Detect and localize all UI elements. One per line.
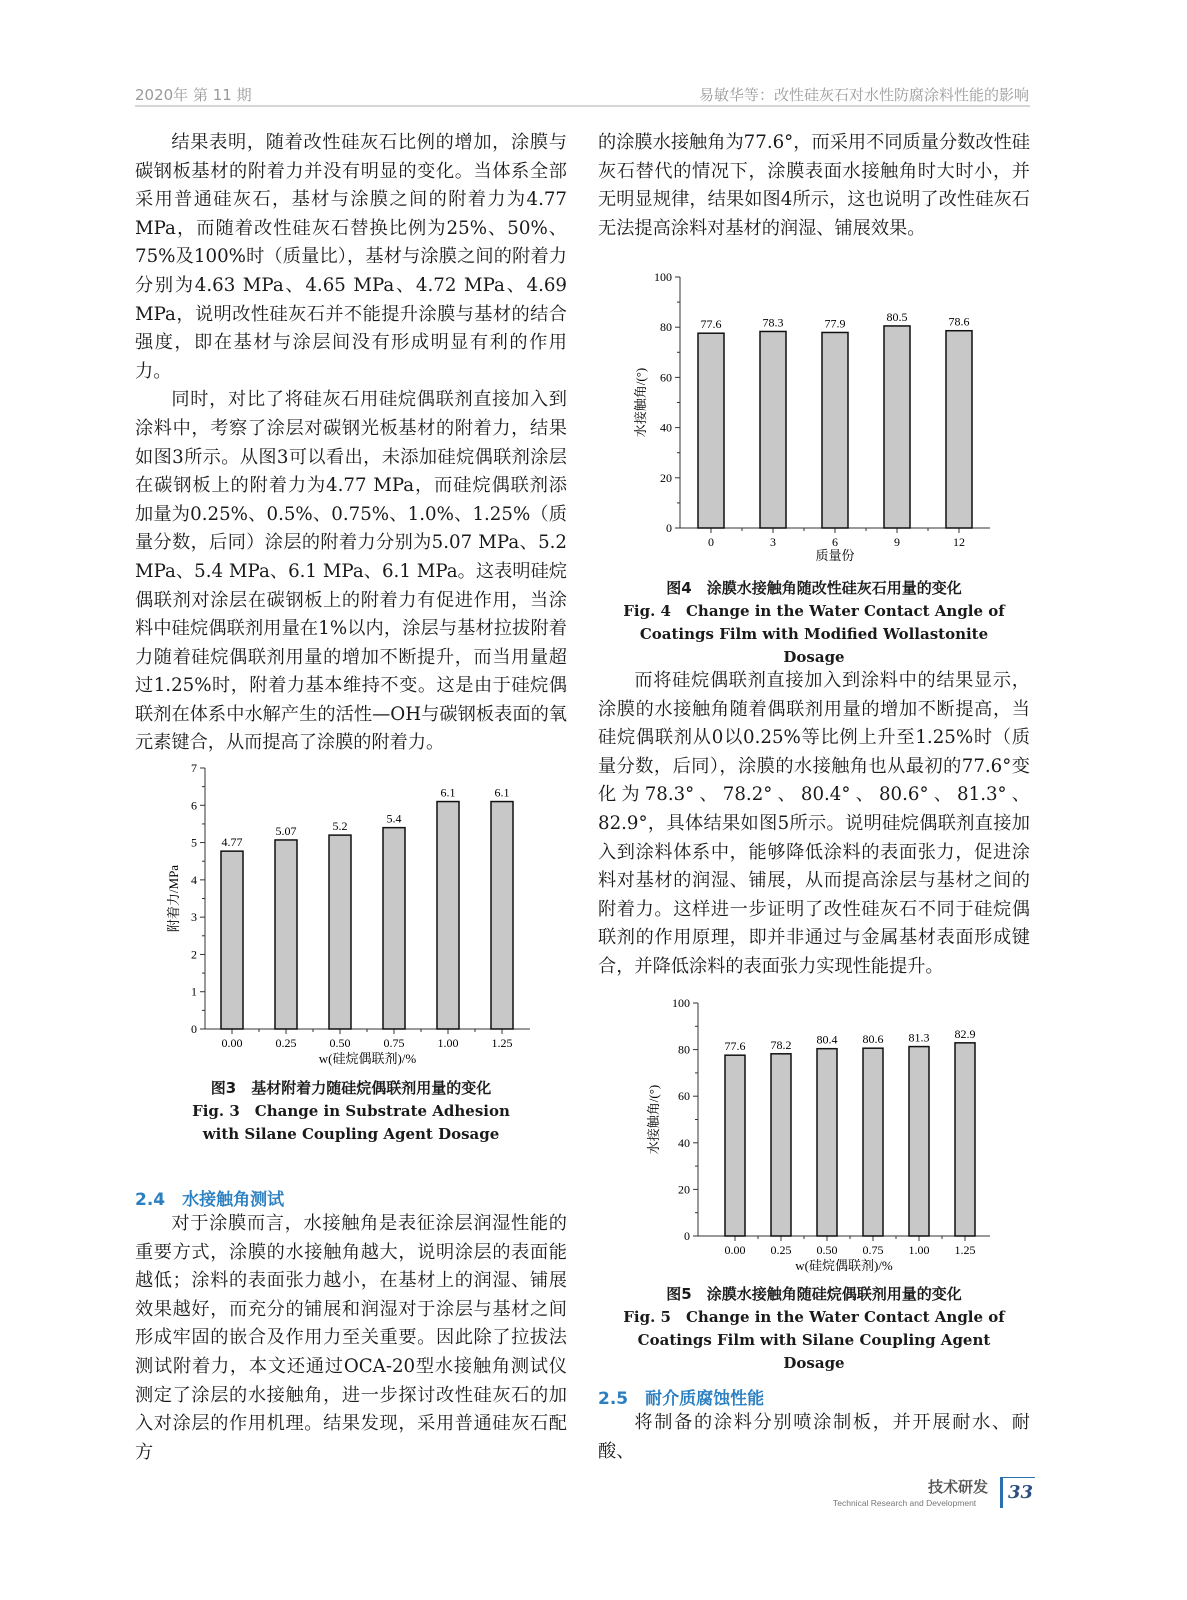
y-tick-label: 100 — [654, 270, 672, 284]
x-tick-label: 1.25 — [954, 1243, 976, 1257]
caption-en: Fig. 3 Change in Substrate Adhesion with Silane Coupling Agent Dosage — [192, 1102, 510, 1143]
data-label: 78.3 — [762, 315, 784, 330]
figure-5-caption — [598, 1283, 1030, 1375]
y-tick-label: 3 — [191, 910, 197, 925]
y-tick-label: 5 — [191, 835, 197, 850]
y-tick-label: 0 — [666, 521, 672, 535]
y-tick-label: 6 — [191, 798, 197, 813]
page-number: 33 — [1008, 1482, 1034, 1503]
bar — [909, 1047, 929, 1236]
x-tick-label: 0.75 — [862, 1243, 884, 1257]
x-tick-label: 9 — [894, 535, 900, 549]
footer-section-zh: 技术研发 — [928, 1478, 989, 1496]
data-label: 78.2 — [770, 1037, 792, 1052]
data-label: 5.4 — [386, 811, 402, 826]
x-tick-label: 12 — [953, 535, 965, 549]
y-tick-label: 7 — [191, 761, 197, 775]
bar — [771, 1054, 791, 1236]
data-label: 6.1 — [440, 785, 456, 800]
data-label: 80.4 — [816, 1032, 838, 1047]
data-label: 77.6 — [724, 1039, 746, 1054]
data-label: 80.6 — [862, 1032, 884, 1047]
x-tick-label: 1.00 — [437, 1036, 459, 1050]
y-tick-label: 40 — [660, 420, 672, 435]
bar — [955, 1043, 975, 1236]
right-body-text-3 — [598, 1409, 1030, 1466]
data-label: 6.1 — [494, 785, 510, 800]
data-label: 81.3 — [908, 1030, 930, 1045]
data-label: 82.9 — [954, 1026, 976, 1041]
caption-en: Fig. 4 Change in the Water Contact Angle of Coatings Film with Modified Wollastonite Dosage — [623, 602, 1005, 666]
y-tick-label: 100 — [672, 996, 690, 1010]
x-tick-label: 1.00 — [908, 1243, 930, 1257]
caption-zh: 图5 涂膜水接触角随硅烷偶联剂用量的变化 — [666, 1285, 962, 1303]
paragraph: 对于涂膜而言，水接触角是表征涂层润湿性能的重要方式，涂膜的水接触角越大，说明涂层的表面能越低；涂料的表面张力越小，在基材上的润湿、铺展效果越好，而充分的铺展和润湿对于涂层与基材之间形成牢固的嵌合及作用力至关重要。因此除了拉拔法测试附着力，本文还通过OCA-20型水接触角测试仪测定了涂层的水接触角，进一步探讨改性硅灰石的加入对涂层的作用机理。结果发现，采用普通硅灰石配方 — [135, 1213, 567, 1463]
x-tick-label: 0.75 — [383, 1036, 405, 1050]
section-heading-2-4: 2.4 水接触角测试 — [135, 1190, 285, 1210]
x-tick-label: 0.00 — [724, 1243, 746, 1257]
y-axis-label: 附着力/MPa — [166, 864, 181, 933]
x-tick-label: 0.25 — [275, 1036, 297, 1050]
bar — [817, 1049, 837, 1236]
y-tick-label: 20 — [660, 470, 672, 485]
x-tick-label: 6 — [832, 535, 838, 549]
x-axis-label: 质量份 — [815, 548, 855, 563]
y-tick-label: 60 — [678, 1089, 690, 1104]
y-tick-label: 0 — [191, 1022, 197, 1036]
x-tick-label: 3 — [770, 535, 776, 549]
paragraph: 同时，对比了将硅灰石用硅烷偶联剂直接加入到涂料中，考察了涂层对碳钢光板基材的附着力，结果如图3所示。从图3可以看出，未添加硅烷偶联剂涂层在碳钢板上的附着力为4.77 MPa，而硅烷偶联剂添加量为0.25%、0.5%、0.75%、1.0%、1.25%（质量分数，后同）涂层的附着力分别为5.07 MPa、5.2 MPa、5.4 MPa、6.1 MPa、6.1 MPa。这表明硅烷偶联剂对涂层在碳钢板上的附着力有促进作用，当涂料中硅烷偶联剂用量在1%以内，涂层与基材拉拔附着力随着硅烷偶联剂用量的增加不断提升，而当用量超过1.25%时，附着力基本维持不变。这是由于硅烷偶联剂在体系中水解产生的活性—OH与碳钢板表面的氧元素键合，从而提高了涂膜的附着力。 — [135, 389, 567, 754]
paragraph: 将制备的涂料分别喷涂制板，并开展耐水、耐酸、 — [598, 1412, 1030, 1462]
paragraph: 的涂膜水接触角为77.6°，而采用不同质量分数改性硅灰石替代的情况下，涂膜表面水接触角时大时小，并无明显规律，结果如图4所示，这也说明了改性硅灰石无法提高涂料对基材的润湿、铺展效果。 — [598, 132, 1030, 239]
data-label: 80.5 — [886, 309, 908, 324]
section-heading-2-5: 2.5 耐介质腐蚀性能 — [598, 1389, 765, 1409]
caption-zh: 图3 基材附着力随硅烷偶联剂用量的变化 — [210, 1079, 492, 1097]
y-tick-label: 2 — [191, 947, 197, 962]
data-label: 4.77 — [221, 835, 243, 850]
x-tick-label: 0.00 — [221, 1036, 243, 1050]
y-tick-label: 1 — [191, 984, 197, 999]
data-label: 78.6 — [948, 314, 970, 329]
data-label: 5.07 — [275, 823, 297, 838]
y-tick-label: 20 — [678, 1182, 690, 1197]
footer-section-en: Technical Research and Development — [833, 1498, 977, 1508]
x-axis-label: w(硅烷偶联剂)/% — [795, 1258, 893, 1273]
bar — [725, 1055, 745, 1236]
y-tick-label: 80 — [660, 320, 672, 335]
y-tick-label: 40 — [678, 1135, 690, 1150]
y-axis-label: 水接触角/(°) — [646, 1084, 661, 1155]
bar — [863, 1048, 883, 1236]
y-tick-label: 60 — [660, 370, 672, 385]
x-tick-label: 0.50 — [816, 1243, 838, 1257]
x-tick-label: 0 — [708, 535, 714, 549]
data-label: 5.2 — [332, 819, 348, 834]
paragraph: 而将硅烷偶联剂直接加入到涂料中的结果显示，涂膜的水接触角随着偶联剂用量的增加不断提高，当硅烷偶联剂从0以0.25%等比例上升至1.25%时（质量分数，后同），涂膜的水接触角也从最初的77.6°变化为78.3°、78.2°、80.4°、80.6°、81.3°、82.9°，具体结果如图5所示。说明硅烷偶联剂直接加入到涂料体系中，能够降低涂料的表面张力，促进涂料对基材的润湿、铺展，从而提高涂层与基材之间的附着力。这样进一步证明了改性硅灰石不同于硅烷偶联剂的作用原理，即并非通过与金属基材表面形成键合，并降低涂料的表面张力实现性能提升。 — [598, 670, 1030, 977]
x-tick-label: 0.25 — [770, 1243, 792, 1257]
x-tick-label: 1.25 — [491, 1036, 513, 1050]
journal-issue: 2020年 第 11 期 — [135, 86, 252, 104]
y-tick-label: 4 — [191, 872, 197, 887]
paragraph: 结果表明，随着改性硅灰石比例的增加，涂膜与碳钢板基材的附着力并没有明显的变化。当体系全部采用普通硅灰石，基材与涂膜之间的附着力为4.77 MPa，而随着改性硅灰石替换比例为25%、50%、75%及100%时（质量比），基材与涂膜之间的附着力分别为4.63 MPa、4.65 MPa、4.72 MPa、4.69 MPa，说明改性硅灰石并不能提升涂膜与基材的结合强度，即在基材与涂层间没有形成明显有利的作用力。 — [135, 132, 567, 382]
y-tick-label: 80 — [678, 1042, 690, 1057]
x-tick-label: 0.50 — [329, 1036, 351, 1050]
x-axis-label: w(硅烷偶联剂)/% — [318, 1051, 417, 1066]
data-label: 77.6 — [700, 317, 722, 332]
running-title: 易敏华等：改性硅灰石对水性防腐涂料性能的影响 — [698, 86, 1029, 104]
caption-en: Fig. 5 Change in the Water Contact Angle of Coatings Film with Silane Coupling Agent Dosage — [623, 1308, 1005, 1372]
caption-zh: 图4 涂膜水接触角随改性硅灰石用量的变化 — [666, 579, 962, 597]
y-axis-label: 水接触角/(°) — [633, 367, 648, 438]
y-tick-label: 0 — [684, 1229, 690, 1243]
data-label: 77.9 — [824, 316, 846, 331]
